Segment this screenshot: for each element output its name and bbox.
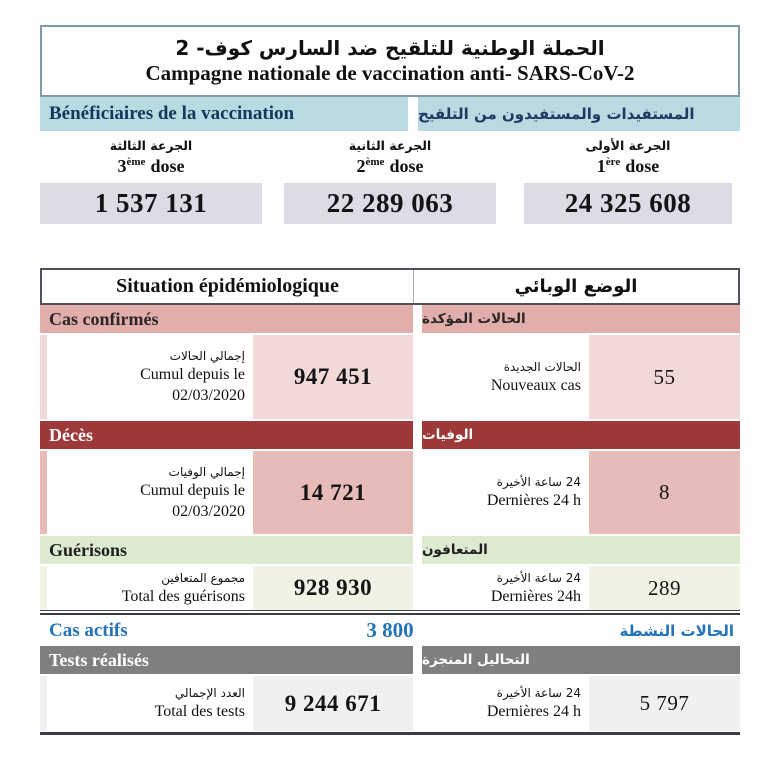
section-spacer	[40, 224, 740, 268]
recoveries-total-label: مجموع المتعافين Total des guérisons	[47, 566, 253, 610]
dose1-label-arabic: الجرعة الأولى	[585, 137, 671, 153]
dose2-label-french: 2ème dose	[356, 155, 424, 176]
bar-divider	[413, 305, 422, 333]
row-divider	[413, 335, 422, 419]
recoveries-last24h-cell	[422, 566, 740, 610]
dose-labels-row	[40, 131, 740, 183]
deaths-last24h-label: 24 ساعة الأخيرة Dernières 24 h	[422, 451, 589, 534]
campaign-title-french: Campagne nationale de vaccination anti- SARS-CoV-2	[145, 61, 635, 85]
row-divider	[413, 451, 422, 534]
dose1-label-french: 1ère dose	[596, 155, 660, 176]
dose1-label	[524, 138, 732, 177]
dose2-label-arabic: الجرعة الثانية	[348, 137, 432, 153]
dose3-value: 1 537 131	[40, 183, 262, 224]
recoveries-total-value: 928 930	[293, 575, 373, 600]
confirmed-new-label: الحالات الجديدة Nouveaux cas	[422, 335, 589, 419]
deaths-header-arabic: الوفيات	[422, 421, 740, 449]
campaign-title-arabic: الحملة الوطنية للتلقيح ضد السارس كوف- 2	[175, 36, 605, 60]
tests-last24h-cell	[422, 676, 740, 731]
tests-header-bar	[40, 646, 740, 676]
bar-divider	[413, 536, 422, 564]
tests-total-label: العدد الإجمالي Total des tests	[47, 676, 253, 731]
tests-last24h-label: 24 ساعة الأخيرة Dernières 24 h	[422, 676, 589, 731]
dose1-value: 24 325 608	[524, 183, 732, 224]
tests-total-cell	[40, 676, 413, 731]
tests-data-row	[40, 676, 740, 731]
beneficiaries-label-arabic: المستفيدات والمستفيدون من التلقيح	[418, 97, 740, 131]
active-cases-row	[40, 613, 740, 646]
bar-divider	[413, 646, 422, 674]
recoveries-total-cell	[40, 566, 413, 610]
confirmed-new-value: 55	[653, 364, 676, 389]
active-cases-label-french: Cas actifs	[49, 619, 128, 641]
deaths-header-bar	[40, 421, 740, 451]
recoveries-last24h-label: 24 ساعة الأخيرة Dernières 24h	[422, 566, 589, 610]
active-cases-value: 3 800	[366, 618, 414, 642]
section-confirmed-cases	[40, 305, 740, 419]
dose2-value: 22 289 063	[284, 183, 496, 224]
situation-header-box	[40, 268, 740, 305]
tests-header-french: Tests réalisés	[40, 646, 413, 674]
dose2-label	[284, 138, 496, 177]
recoveries-last24h-value: 289	[648, 575, 681, 600]
bar-divider	[413, 421, 422, 449]
recoveries-header-french: Guérisons	[40, 536, 413, 564]
beneficiaries-band	[40, 97, 740, 131]
campaign-title-box	[40, 25, 740, 97]
tests-header-arabic: التحاليل المنجزة	[422, 646, 740, 674]
bottom-rule	[40, 732, 740, 735]
deaths-cumulative-cell	[40, 451, 413, 534]
deaths-last24h-value: 8	[659, 480, 670, 504]
deaths-header-french: Décès	[40, 421, 413, 449]
confirmed-cumulative-label: إجمالي الحالات Cumul depuis le 02/03/2020	[47, 335, 253, 419]
beneficiaries-label-french: Bénéficiaires de la vaccination	[40, 97, 408, 131]
deaths-cumulative-label: إجمالي الوفيات Cumul depuis le 02/03/2020	[47, 451, 253, 534]
confirmed-cumulative-cell	[40, 335, 413, 419]
tests-last24h-value: 5 797	[639, 691, 690, 715]
confirmed-new-cell	[422, 335, 740, 419]
section-deaths	[40, 421, 740, 534]
confirmed-header-bar	[40, 305, 740, 335]
row-divider	[413, 566, 422, 610]
confirmed-cumulative-value: 947 451	[293, 364, 373, 389]
recoveries-header-bar	[40, 536, 740, 566]
confirmed-header-french: Cas confirmés	[40, 305, 413, 333]
band-divider	[408, 97, 418, 131]
row-divider	[413, 676, 422, 731]
active-cases-label-arabic: الحالات النشطة	[619, 621, 734, 640]
dose3-label	[40, 138, 262, 177]
deaths-data-row	[40, 451, 740, 534]
deaths-cumulative-value: 14 721	[299, 479, 367, 505]
situation-title-french: Situation épidémiologique	[42, 270, 414, 303]
deaths-last24h-cell	[422, 451, 740, 534]
tests-total-value: 9 244 671	[284, 690, 382, 716]
dose3-label-french: 3ème dose	[117, 155, 185, 176]
confirmed-header-arabic: الحالات المؤكدة	[422, 305, 740, 333]
recoveries-header-arabic: المتعافون	[422, 536, 740, 564]
dose-values-row	[40, 183, 740, 224]
confirmed-data-row	[40, 335, 740, 419]
situation-title-arabic: الوضع الوبائي	[514, 276, 638, 297]
section-tests	[40, 646, 740, 731]
section-recoveries	[40, 536, 740, 611]
recoveries-data-row	[40, 566, 740, 611]
report-content	[40, 25, 740, 735]
dose3-label-arabic: الجرعة الثالثة	[109, 137, 193, 153]
